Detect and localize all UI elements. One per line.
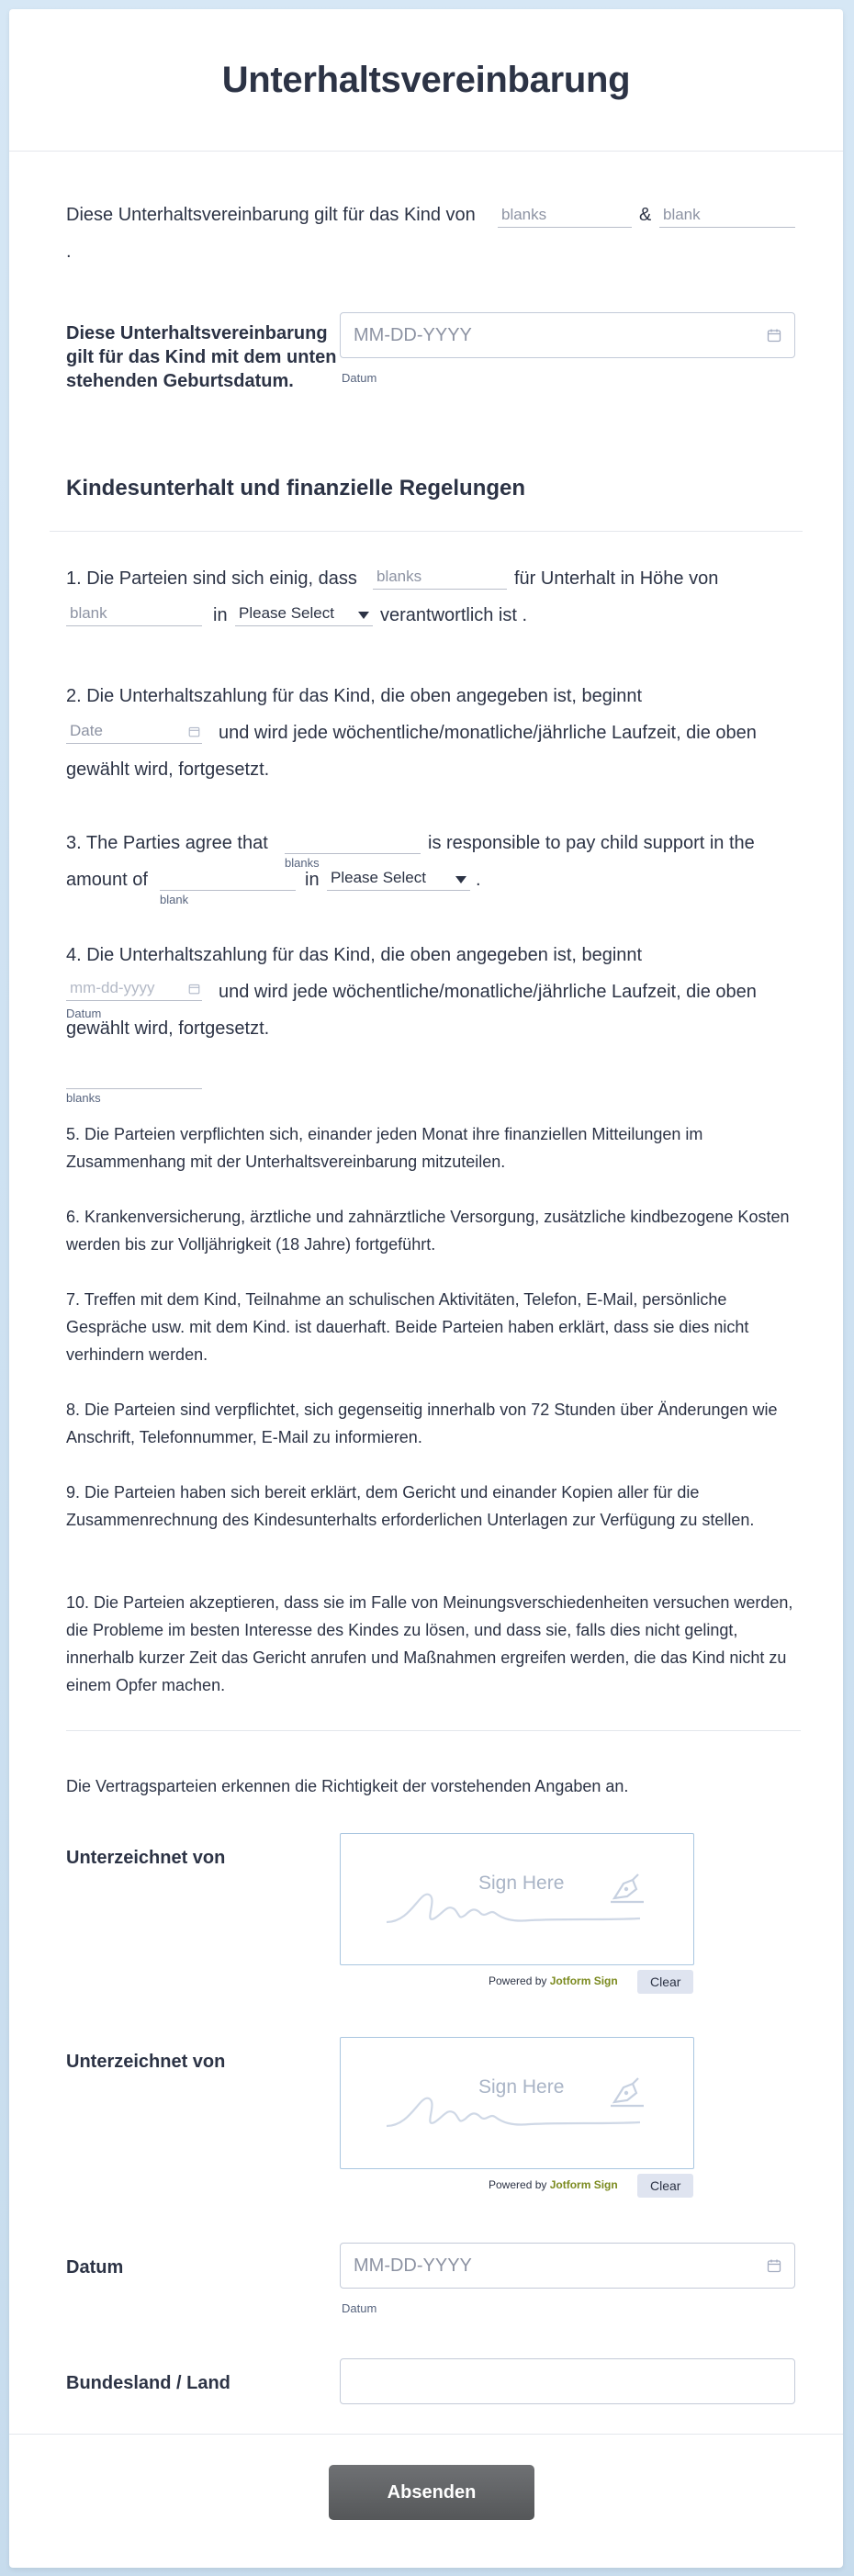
clause2-date-placeholder: Date (70, 722, 103, 739)
section-divider (50, 531, 803, 532)
signature1-sign-here: Sign Here (478, 1873, 565, 1894)
chevron-down-icon (455, 876, 466, 883)
form-header (9, 9, 843, 152)
intro-text: Diese Unterhaltsvereinbarung gilt für das Kind von (66, 205, 476, 225)
pen-icon (607, 1871, 647, 1906)
clause4-date-input[interactable] (66, 977, 202, 1001)
clause3-period: . (476, 870, 481, 890)
paragraph-7: 7. Treffen mit dem Kind, Teilnahme an schulischen Aktivitäten, Telefon, E-Mail, persönliche Gespräche usw. mit dem Kind. ist dauerhaft. Beide Parteien haben erklärt, dass sie dies nicht verhindern werden. (66, 1290, 749, 1364)
clause3-text-in: in (305, 870, 320, 890)
clause1-text-a: 1. Die Parteien sind sich einig, dass (66, 568, 357, 589)
birthdate-input[interactable] (340, 312, 795, 358)
date-label: Datum (66, 2257, 124, 2278)
clause4-text-a: 4. Die Unterhaltszahlung für das Kind, die oben angegeben ist, beginnt (66, 945, 643, 965)
state-label: Bundesland / Land (66, 2373, 230, 2393)
clause3-text-a: 3. The Parties agree that (66, 833, 268, 853)
birthdate-sublabel: Datum (342, 371, 377, 385)
signature2-clear-button[interactable]: Clear (637, 2174, 693, 2198)
clause3-party-sublabel: blanks (285, 856, 320, 870)
clause1-text-b: für Unterhalt in Höhe von (514, 568, 719, 589)
calendar-icon[interactable] (767, 328, 781, 343)
clause3-amount-sublabel: blank (160, 893, 189, 906)
paragraph-10: 10. Die Parteien akzeptieren, dass sie im Falle von Meinungsverschiedenheiten versuchen werden, die Probleme im besten Interesse des Kindes zu lösen, und dass sie, falls dies nicht gelingt, innerhalb kurzer Zeit das Gericht anrufen und Maßnahmen ergreifen werden, die das Kind nicht zu einem Opfer machen. (66, 1593, 793, 1694)
clause4-blanks-sublabel: blanks (66, 1091, 101, 1105)
birthdate-label: Diese Unterhaltsvereinbarung gilt für das Kind mit dem unten stehenden Geburtsdatum. (66, 323, 337, 391)
calendar-icon[interactable] (188, 726, 200, 737)
signature2-powered-by (489, 2178, 618, 2191)
signature1-powered-by (489, 1974, 618, 1987)
clause1-period-select[interactable] (235, 602, 373, 626)
clause3-select-value: Please Select (331, 869, 426, 886)
clause3-period-select[interactable] (327, 867, 470, 891)
intro-party2-input[interactable]: blank (659, 204, 795, 228)
clause4-date-placeholder: mm-dd-yyyy (70, 979, 155, 996)
section-title: Kindesunterhalt und finanzielle Regelungen (66, 476, 526, 501)
clause3-amount-input[interactable] (160, 867, 296, 891)
clause3-text-c: amount of (66, 870, 148, 890)
clause1-select-value: Please Select (239, 604, 334, 622)
acknowledgement-text: Die Vertragsparteien erkennen die Richtigkeit der vorstehenden Angaben an. (66, 1777, 629, 1795)
birthdate-placeholder: MM-DD-YYYY (354, 325, 472, 345)
powered-brand: Jotform Sign (549, 1974, 618, 1987)
paragraph-9: 9. Die Parteien haben sich bereit erklärt, dem Gericht und einander Kopien aller für die Zusammenrechnung des Kindesunterhalts erforderlichen Unterlagen zur Verfügung zu stellen. (66, 1483, 755, 1529)
signature1-pad[interactable] (340, 1833, 694, 1965)
paragraph-5: 5. Die Parteien verpflichten sich, einander jeden Monat ihre finanziellen Mitteilungen im Zusammenhang mit der Unterhaltsvereinbarung mitzuteilen. (66, 1125, 703, 1171)
submit-button[interactable]: Absenden (329, 2465, 534, 2520)
calendar-icon[interactable] (188, 983, 200, 995)
date-input[interactable] (340, 2243, 795, 2289)
powered-brand: Jotform Sign (549, 2178, 618, 2191)
intro-ampersand: & (639, 205, 652, 225)
clause4-blanks-input[interactable] (66, 1065, 202, 1089)
paragraph-8: 8. Die Parteien sind verpflichtet, sich gegenseitig innerhalb von 72 Stunden über Änderungen wie Anschrift, Telefonnummer, E-Mail zu informieren. (66, 1400, 778, 1446)
clause1-text-in: in (213, 605, 228, 625)
intro-party1-input[interactable]: blanks (498, 204, 632, 228)
powered-prefix: Powered by (489, 1974, 547, 1987)
signature1-clear-button[interactable]: Clear (637, 1970, 693, 1994)
clause2-date-input[interactable] (66, 720, 202, 744)
clause4-text-b: und wird jede wöchentliche/monatliche/jährliche Laufzeit, die oben (219, 982, 757, 1002)
footer-divider (9, 2434, 843, 2435)
clause3-party-input[interactable] (285, 830, 421, 854)
signature2-pad[interactable] (340, 2037, 694, 2169)
content-divider (66, 1730, 801, 1731)
chevron-down-icon (358, 612, 369, 619)
clause1-text-c: verantwortlich ist . (380, 605, 528, 625)
date-placeholder: MM-DD-YYYY (354, 2255, 472, 2276)
intro-period: . (66, 242, 72, 262)
powered-prefix: Powered by (489, 2178, 547, 2191)
clause2-text-a: 2. Die Unterhaltszahlung für das Kind, die oben angegeben ist, beginnt (66, 686, 643, 706)
clause2-text-c: gewählt wird, fortgesetzt. (66, 759, 270, 780)
state-input[interactable] (340, 2358, 795, 2404)
clause1-party-input[interactable]: blanks (373, 566, 507, 590)
signature2-label: Unterzeichnet von (66, 2052, 226, 2072)
paragraph-6: 6. Krankenversicherung, ärztliche und zahnärztliche Versorgung, zusätzliche kindbezogene Kosten werden bis zur Volljährigkeit (18 Jahre) fortgeführt. (66, 1208, 790, 1254)
clause4-date-sublabel: Datum (66, 1007, 102, 1020)
clause4-text-c: gewählt wird, fortgesetzt. (66, 1018, 270, 1039)
clause2-text-b: und wird jede wöchentliche/monatliche/jährliche Laufzeit, die oben (219, 723, 757, 743)
clause1-amount-input[interactable]: blank (66, 602, 202, 626)
calendar-icon[interactable] (767, 2258, 781, 2273)
pen-icon (607, 2075, 647, 2109)
clause3-text-b: is responsible to pay child support in the (428, 833, 755, 853)
signature2-sign-here: Sign Here (478, 2076, 565, 2098)
signature1-label: Unterzeichnet von (66, 1848, 226, 1868)
form-title: Unterhaltsvereinbarung (221, 59, 631, 100)
form-card (9, 9, 843, 2568)
date-sublabel: Datum (342, 2301, 377, 2315)
